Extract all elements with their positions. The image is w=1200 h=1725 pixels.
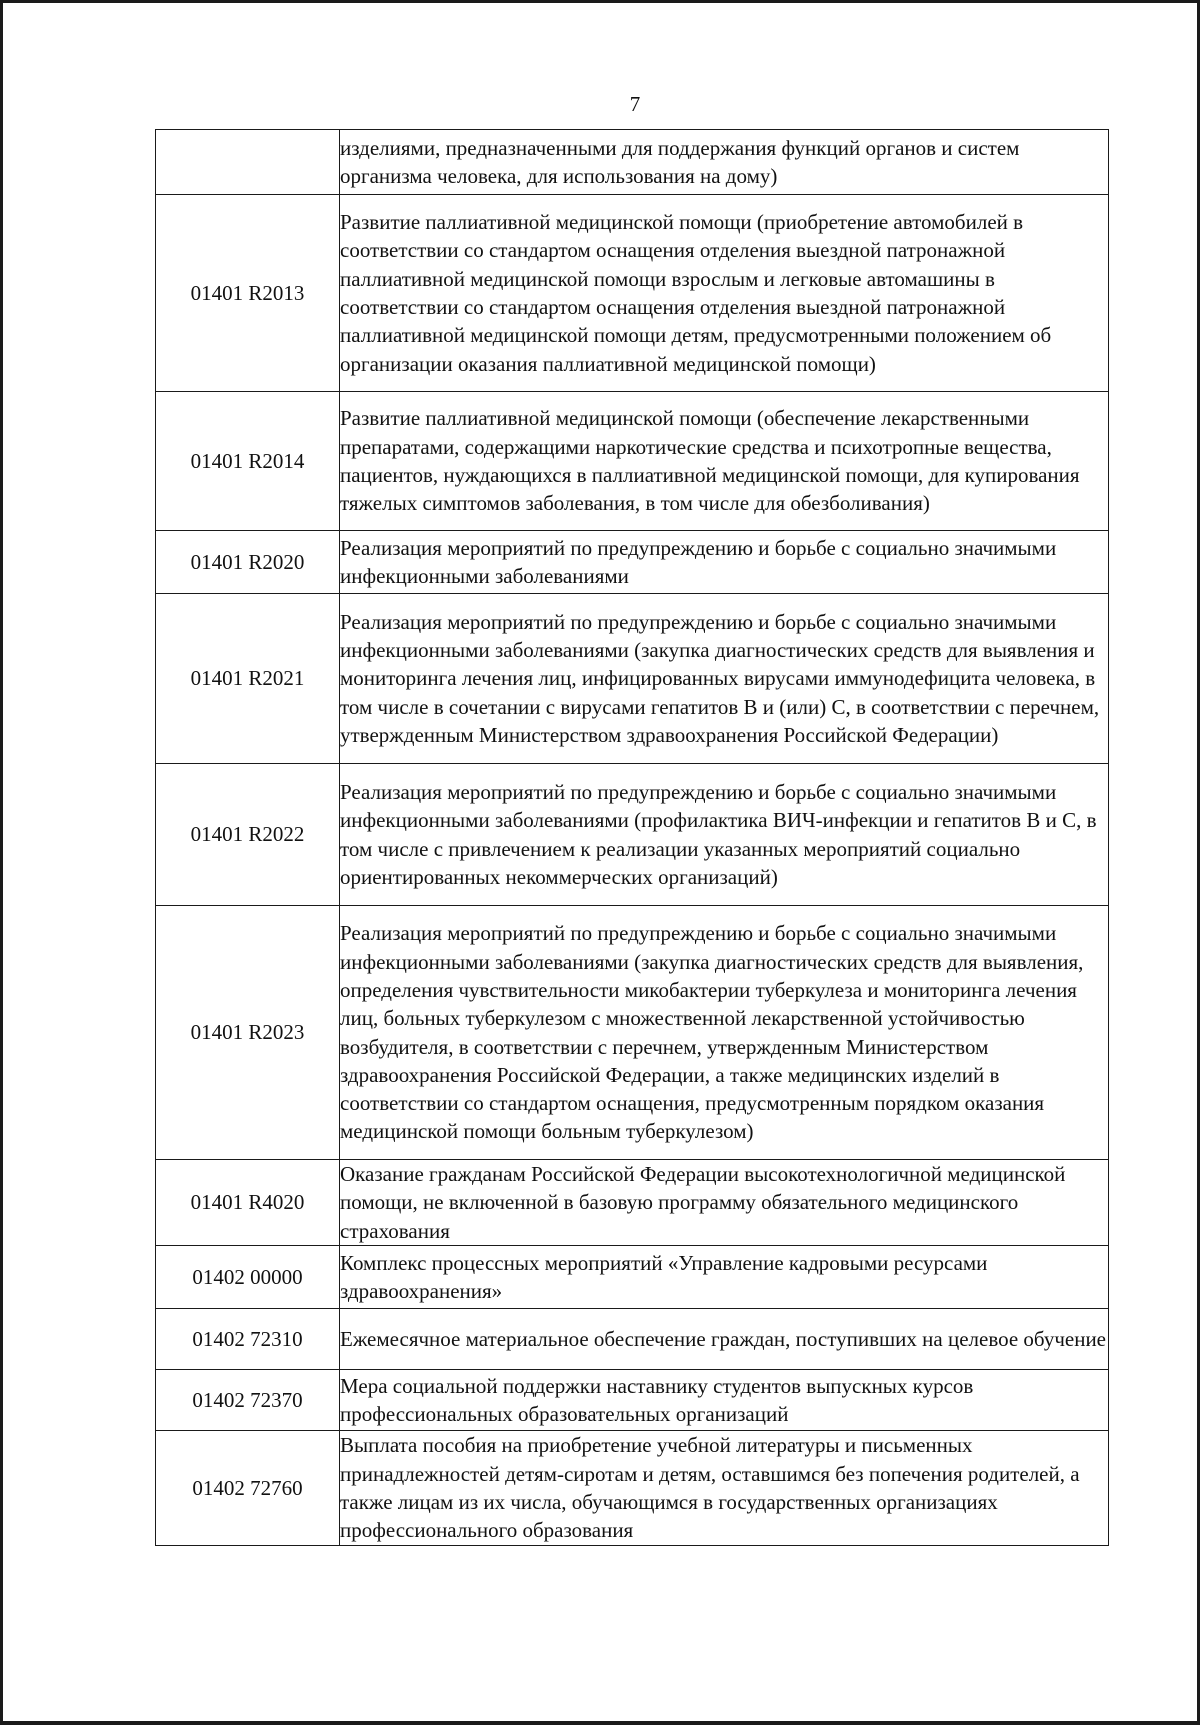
description-cell: Ежемесячное материальное обеспечение граждан, поступивших на целевое обучение bbox=[340, 1309, 1109, 1370]
code-cell: 01401 R2020 bbox=[156, 531, 340, 594]
description-cell: Реализация мероприятий по предупреждению и борьбе с социально значимыми инфекционными заболеваниями bbox=[340, 531, 1109, 594]
table-row bbox=[156, 764, 1109, 906]
table-row bbox=[156, 1309, 1109, 1370]
table-row bbox=[156, 906, 1109, 1160]
table-row bbox=[156, 392, 1109, 531]
description-cell: Оказание гражданам Российской Федерации высокотехнологичной медицинской помощи, не включенной в базовую программу обязательного медицинского страхования bbox=[340, 1160, 1109, 1246]
scan-edge-left bbox=[0, 0, 3, 1725]
table-row bbox=[156, 195, 1109, 392]
description-cell: Выплата пособия на приобретение учебной литературы и письменных принадлежностей детям-сиротам и детям, оставшимся без попечения родителей, а также лицам из их числа, обучающимся в государственных организациях профессионального образования bbox=[340, 1431, 1109, 1546]
code-cell: 01402 72760 bbox=[156, 1431, 340, 1546]
code-cell: 01401 R4020 bbox=[156, 1160, 340, 1246]
table-row bbox=[156, 1246, 1109, 1309]
code-cell: 01401 R2014 bbox=[156, 392, 340, 531]
description-cell: Реализация мероприятий по предупреждению и борьбе с социально значимыми инфекционными заболеваниями (закупка диагностических средств для выявления, определения чувствительности микобактерии туберкулеза и мониторинга лечения лиц, больных туберкулезом с множественной лекарственной устойчивостью возбудителя, в соответствии с перечнем, утвержденным Министерством здравоохранения Российской Федерации, а также медицинских изделий в соответствии со стандартом оснащения, предусмотренным порядком оказания медицинской помощи больным туберкулезом) bbox=[340, 906, 1109, 1160]
budget-classification-table bbox=[155, 129, 1109, 1546]
code-cell: 01401 R2023 bbox=[156, 906, 340, 1160]
description-cell: Развитие паллиативной медицинской помощи (обеспечение лекарственными препаратами, содержащими наркотические средства и психотропные вещества, пациентов, нуждающихся в паллиативной медицинской помощи, для купирования тяжелых симптомов заболевания, в том числе для обезболивания) bbox=[340, 392, 1109, 531]
code-cell: 01402 00000 bbox=[156, 1246, 340, 1309]
table-body bbox=[156, 130, 1109, 1546]
description-cell: Реализация мероприятий по предупреждению и борьбе с социально значимыми инфекционными заболеваниями (профилактика ВИЧ-инфекции и гепатитов В и С, в том числе с привлечением к реализации указанных мероприятий социально ориентированных некоммерческих организаций) bbox=[340, 764, 1109, 906]
code-cell: 01402 72370 bbox=[156, 1370, 340, 1431]
description-cell: Развитие паллиативной медицинской помощи (приобретение автомобилей в соответствии со стандартом оснащения отделения выездной патронажной паллиативной медицинской помощи взрослым и легковые автомашины в соответствии со стандартом оснащения отделения выездной патронажной паллиативной медицинской помощи детям, предусмотренными положением об организации оказания паллиативной медицинской помощи) bbox=[340, 195, 1109, 392]
code-cell: 01401 R2021 bbox=[156, 594, 340, 764]
table-row bbox=[156, 594, 1109, 764]
description-cell: Комплекс процессных мероприятий «Управление кадровыми ресурсами здравоохранения» bbox=[340, 1246, 1109, 1309]
page-number: 7 bbox=[629, 92, 641, 116]
table-row bbox=[156, 1160, 1109, 1246]
table-row bbox=[156, 1431, 1109, 1546]
description-cell: Мера социальной поддержки наставнику студентов выпускных курсов профессиональных образовательных организаций bbox=[340, 1370, 1109, 1431]
code-cell: 01401 R2013 bbox=[156, 195, 340, 392]
description-cell: изделиями, предназначенными для поддержания функций органов и систем организма человека, для использования на дому) bbox=[340, 130, 1109, 195]
code-cell bbox=[156, 130, 340, 195]
description-cell: Реализация мероприятий по предупреждению и борьбе с социально значимыми инфекционными заболеваниями (закупка диагностических средств для выявления и мониторинга лечения лиц, инфицированных вирусами иммунодефицита человека, в том числе в сочетании с вирусами гепатитов В и (или) С, в соответствии с перечнем, утвержденным Министерством здравоохранения Российской Федерации) bbox=[340, 594, 1109, 764]
code-cell: 01402 72310 bbox=[156, 1309, 340, 1370]
scan-edge-top bbox=[0, 0, 1200, 3]
table-row bbox=[156, 1370, 1109, 1431]
code-cell: 01401 R2022 bbox=[156, 764, 340, 906]
table-row bbox=[156, 130, 1109, 195]
scan-edge-bottom bbox=[0, 1721, 1200, 1725]
table-row bbox=[156, 531, 1109, 594]
